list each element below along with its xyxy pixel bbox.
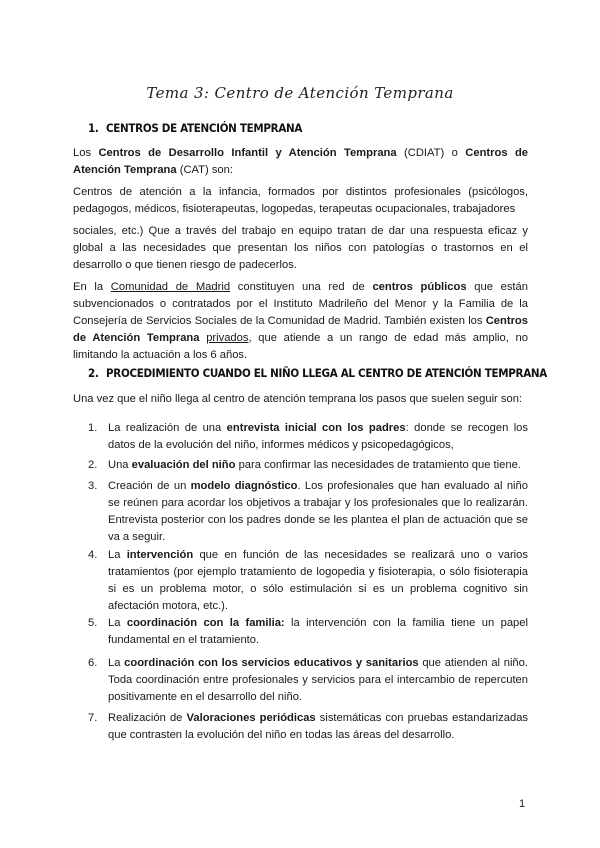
bold-term: centros públicos bbox=[372, 281, 467, 293]
list-number: 1. bbox=[88, 422, 98, 434]
bold-term: entrevista inicial con los padres bbox=[226, 422, 406, 434]
paragraph-description-cont: sociales, etc.) Que a través del trabajo en equipo tratan de dar una respuesta eficaz y global a las necesidades que presentan los niños con patologías o trastornos en el desarrollo o que tienen riesgo de padecerlos. bbox=[73, 225, 528, 271]
underlined-term: Comunidad de Madrid bbox=[110, 281, 231, 293]
text-run: (CDIAT) o bbox=[396, 147, 466, 159]
bold-term: Centros de Atención Temprana bbox=[73, 147, 529, 176]
section-heading-1 bbox=[88, 121, 302, 135]
text-run: Los bbox=[73, 147, 99, 159]
bold-term: evaluación del niño bbox=[131, 459, 236, 471]
section-number: 1. bbox=[88, 121, 99, 135]
document-title: Tema 3: Centro de Atención Temprana bbox=[146, 84, 454, 102]
bold-term: Centros de Desarrollo Infantil y Atención Temprana bbox=[98, 147, 397, 159]
text-run: (CAT) son: bbox=[176, 164, 233, 176]
paragraph-definition bbox=[73, 145, 528, 179]
list-item bbox=[88, 457, 528, 474]
list-number: 7. bbox=[88, 712, 98, 724]
procedure-intro: Una vez que el niño llega al centro de atención temprana los pasos que suelen seguir son: bbox=[73, 393, 523, 405]
text-run: Creación de un bbox=[108, 480, 191, 492]
text-run: la intervención con la familia tiene un papel fundamental en el tratamiento. bbox=[108, 617, 528, 646]
text-run: La bbox=[108, 657, 125, 669]
section-heading-2 bbox=[88, 366, 547, 380]
text-run: que atienden al niño. Toda coordinación entre profesionales y servicios para el intercambio de repercuten positivamente en el desarrollo del niño. bbox=[108, 657, 528, 703]
page-number: 1 bbox=[519, 798, 526, 810]
list-number: 5. bbox=[88, 617, 98, 629]
bold-term: Valoraciones periódicas bbox=[186, 712, 316, 724]
list-number: 4. bbox=[88, 549, 98, 561]
section-number: 2. bbox=[88, 366, 99, 380]
section-heading-text: PROCEDIMIENTO CUANDO EL NIÑO LLEGA AL CENTRO DE ATENCIÓN TEMPRANA bbox=[106, 366, 547, 380]
text-run: . Los profesionales que han evaluado al niño se reúnen para acordar los objetivos a trabajar y los profesionales que lo realizarán. Entrevista posterior con los padres donde se les plantea el plan de actuación que se va a seguir. bbox=[108, 480, 528, 543]
list-item bbox=[88, 710, 529, 744]
text-run: , que atiende a un rango de edad más amplio, no limitando la actuación a los 6 años. bbox=[73, 332, 528, 361]
underlined-term: privados bbox=[206, 332, 249, 344]
list-item bbox=[88, 478, 528, 546]
bold-term: coordinación con la familia: bbox=[126, 617, 285, 629]
text-run: Una bbox=[108, 459, 132, 471]
list-number: 3. bbox=[88, 480, 98, 492]
list-item bbox=[88, 420, 528, 454]
section-heading-text: CENTROS DE ATENCIÓN TEMPRANA bbox=[106, 121, 303, 135]
bold-term: Centros de Atención Temprana bbox=[73, 315, 528, 344]
text-run: : donde se recogen los datos de la evolución del niño, informes médicos y psicopedagógicos, bbox=[108, 422, 528, 451]
list-item bbox=[88, 615, 528, 649]
bold-term: coordinación con los servicios educativos y sanitarios bbox=[124, 657, 419, 669]
text-run: La bbox=[108, 549, 127, 561]
list-item bbox=[88, 547, 528, 615]
text-run: La realización de una bbox=[108, 422, 227, 434]
text-run: constituyen una red de bbox=[230, 281, 373, 293]
list-item bbox=[88, 655, 528, 706]
text-run: que en función de las necesidades se realizará uno o varios tratamientos (por ejemplo tratamiento de logopedia y fisioterapia, o sólo fisioterapia si es un problema motor, o sólo estimulación si es un problema cognitivo sin afectación motora, etc.). bbox=[108, 549, 528, 612]
list-number: 6. bbox=[88, 657, 98, 669]
text-run: que están subvencionados o contratados por el Instituto Madrileño del Menor y la Familia de la Consejería de Servicios Sociales de la Comunidad de Madrid. También existen los bbox=[73, 281, 528, 327]
bold-term: modelo diagnóstico bbox=[190, 480, 298, 492]
bold-term: intervención bbox=[126, 549, 194, 561]
text-run: sistemáticas con pruebas estandarizadas que contrasten la evolución del niño en todas las áreas del desarrollo. bbox=[108, 712, 529, 741]
text-run: para confirmar las necesidades de tratamiento que tiene. bbox=[235, 459, 521, 471]
list-number: 2. bbox=[88, 459, 98, 471]
text-run: La bbox=[108, 617, 127, 629]
text-run: Realización de bbox=[108, 712, 187, 724]
paragraph-description: Centros de atención a la infancia, formados por distintos profesionales (psicólogos, pedagogos, médicos, fisioterapeutas, logopedas, terapeutas ocupacionales, trabajadores bbox=[73, 186, 528, 215]
text-run: En la bbox=[73, 281, 111, 293]
paragraph-madrid bbox=[73, 279, 528, 364]
